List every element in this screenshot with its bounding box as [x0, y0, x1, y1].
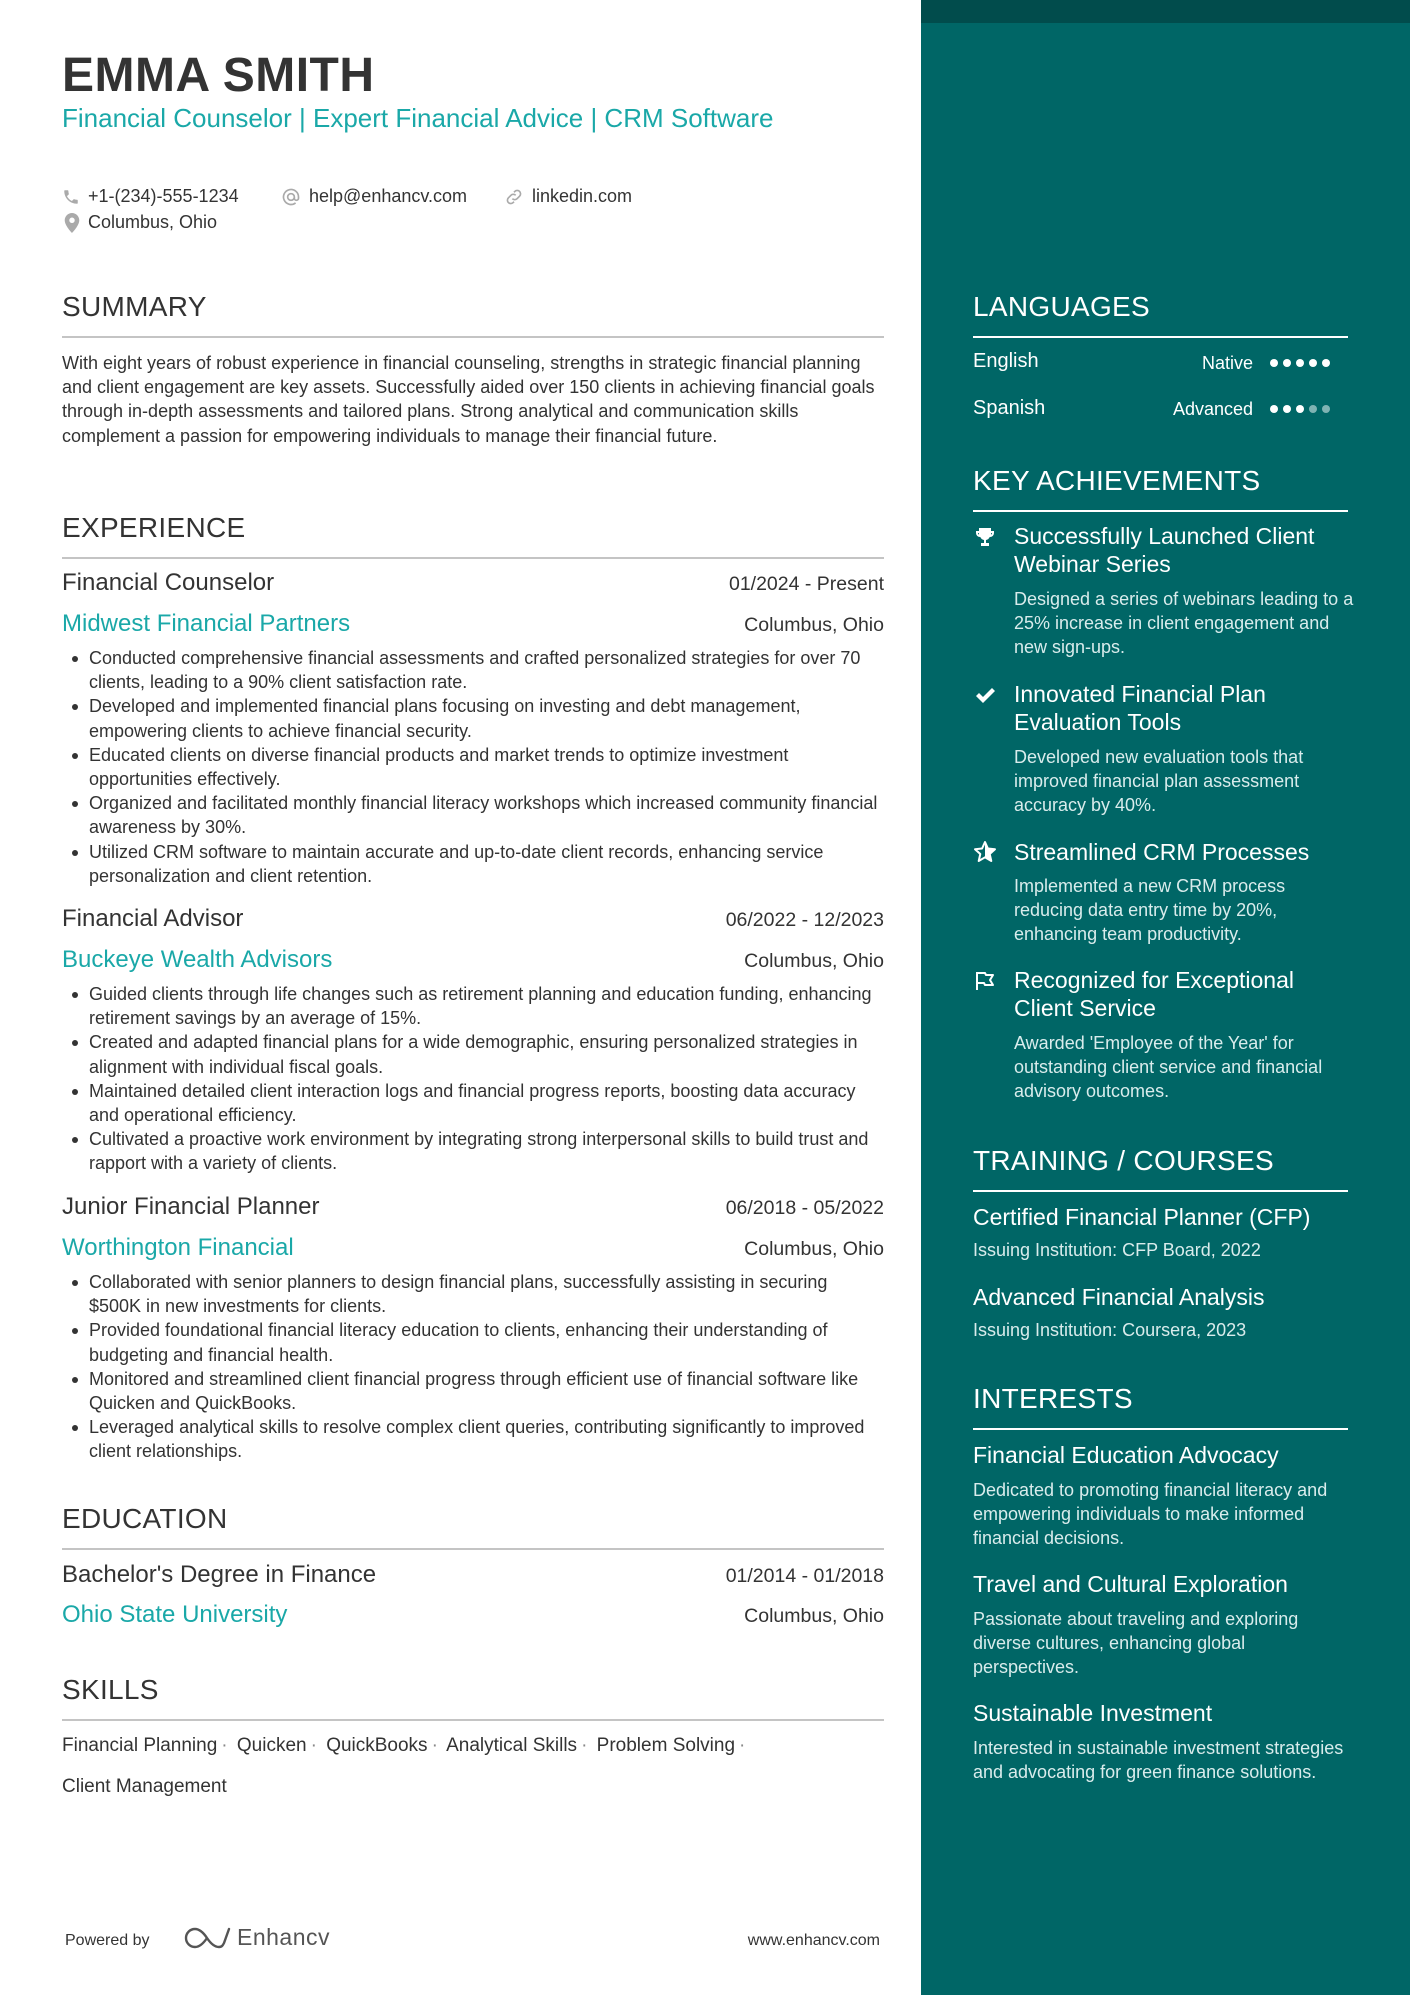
- proficiency-dot: [1283, 405, 1291, 413]
- enhancv-logo-icon: [183, 1925, 231, 1951]
- proficiency-dot: [1296, 405, 1304, 413]
- course-institution: Issuing Institution: CFP Board, 2022: [973, 1240, 1261, 1260]
- skill-separator: ·: [431, 1735, 438, 1756]
- languages-divider: [973, 336, 1348, 338]
- skill-separator: ·: [221, 1735, 228, 1756]
- skill-separator: ·: [310, 1735, 317, 1756]
- phone-icon: [62, 188, 80, 206]
- trophy-icon: [973, 525, 997, 549]
- education-school-row: [62, 1601, 884, 1631]
- skill-item: Quicken: [236, 1735, 307, 1756]
- location-text: Columbus, Ohio: [88, 212, 218, 232]
- degree-title: Bachelor's Degree in Finance: [62, 1561, 377, 1588]
- education-heading: EDUCATION: [62, 1503, 228, 1534]
- proficiency-dot: [1270, 359, 1278, 367]
- job-dates: 01/2024 - Present: [728, 573, 884, 595]
- job-title: Financial Advisor: [62, 905, 244, 932]
- job-location: Columbus, Ohio: [744, 950, 884, 972]
- bullet-item: Leveraged analytical skills to resolve complex client queries, contributing significantly to improved client relationships.: [89, 1415, 884, 1463]
- job-header: [62, 569, 884, 599]
- education-divider: [62, 1548, 884, 1550]
- candidate-name: EMMA SMITH: [62, 49, 375, 102]
- education-dates: 01/2014 - 01/2018: [725, 1565, 884, 1587]
- company-name[interactable]: Midwest Financial Partners: [62, 610, 351, 637]
- bullet-item: Created and adapted financial plans for a wide demographic, ensuring personalized strategies in alignment with individual fiscal goals.: [89, 1030, 884, 1078]
- bullet-item: Provided foundational financial literacy education to clients, enhancing their understanding of budgeting and financial health.: [89, 1318, 884, 1366]
- star-icon: [973, 840, 997, 864]
- skill-item: Client Management: [62, 1776, 227, 1797]
- skills-heading: SKILLS: [62, 1674, 159, 1705]
- achievement-title: Recognized for Exceptional Client Service: [1014, 967, 1294, 1021]
- skill-item: Analytical Skills: [446, 1735, 578, 1756]
- achievements-divider: [973, 510, 1348, 512]
- training-heading: TRAINING / COURSES: [973, 1145, 1274, 1176]
- contact-linkedin[interactable]: [504, 186, 632, 207]
- education-header: [62, 1561, 884, 1591]
- interest-desc: Interested in sustainable investment strategies and advocating for green finance solutions.: [973, 1738, 1344, 1783]
- course-title: Certified Financial Planner (CFP): [973, 1204, 1311, 1230]
- interest-title: Financial Education Advocacy: [973, 1442, 1279, 1468]
- achievement-desc: Awarded 'Employee of the Year' for outstanding client service and financial advisory outcomes.: [1014, 1033, 1323, 1102]
- footer-url[interactable]: www.enhancv.com: [747, 1932, 880, 1949]
- flag-icon: [973, 969, 997, 993]
- experience-heading: EXPERIENCE: [62, 512, 246, 543]
- skill-item: Financial Planning: [62, 1735, 218, 1756]
- at-icon: [281, 187, 301, 207]
- job-dates: 06/2022 - 12/2023: [725, 909, 884, 931]
- email-text: help@enhancv.com: [309, 186, 468, 206]
- bullet-item: Maintained detailed client interaction logs and financial progress reports, boosting data accuracy and operational efficiency.: [89, 1079, 884, 1127]
- bullet-item: Guided clients through life changes such as retirement planning and education funding, enhancing retirement savings by an average of 15%.: [89, 982, 884, 1030]
- job-dates: 06/2018 - 05/2022: [725, 1197, 884, 1219]
- experience-divider: [62, 557, 884, 559]
- achievement-title: Successfully Launched Client Webinar Series: [1014, 523, 1315, 577]
- summary-divider: [62, 336, 884, 338]
- job-location: Columbus, Ohio: [744, 1238, 884, 1260]
- achievement-desc: Developed new evaluation tools that improved financial plan assessment accuracy by 40%.: [1014, 747, 1304, 816]
- bullet-item: Educated clients on diverse financial products and market trends to optimize investment opportunities effectively.: [89, 743, 884, 791]
- skills-list: [62, 1725, 884, 1807]
- job-company-row: [62, 946, 884, 976]
- skills-divider: [62, 1719, 884, 1721]
- company-name[interactable]: Worthington Financial: [62, 1234, 294, 1261]
- powered-by-label: Powered by: [65, 1932, 150, 1949]
- skill-item: QuickBooks: [326, 1735, 428, 1756]
- interests-heading: INTERESTS: [973, 1383, 1133, 1414]
- proficiency-dot: [1270, 405, 1278, 413]
- interest-desc: Dedicated to promoting financial literacy and empowering individuals to make informed financial decisions.: [973, 1480, 1328, 1549]
- skill-separator: ·: [581, 1735, 588, 1756]
- sidebar-top-bar: [921, 0, 1410, 23]
- bullet-item: Collaborated with senior planners to design financial plans, successfully assisting in securing $500K in new investments for clients.: [89, 1270, 884, 1318]
- proficiency-dot: [1322, 359, 1330, 367]
- bullet-item: Monitored and streamlined client financial progress through efficient use of financial software like Quicken and QuickBooks.: [89, 1367, 884, 1415]
- language-proficiency-dots: [1270, 359, 1330, 367]
- skill-separator: ·: [739, 1735, 746, 1756]
- contact-email[interactable]: [281, 186, 467, 207]
- interests-divider: [973, 1428, 1348, 1430]
- summary-text: With eight years of robust experience in financial counseling, strengths in strategic financial planning and client engagement are key assets. Successfully aided over 150 clients in achieving financial goals through in-depth assessments and tailored plans. Strong analytical and communication skills complement a passion for empowering individuals to manage their financial future.: [62, 353, 875, 446]
- job-header: [62, 1193, 884, 1223]
- job-bullets: [62, 982, 884, 1176]
- job-company-row: [62, 610, 884, 640]
- language-proficiency-dots: [1270, 405, 1330, 413]
- bullet-item: Conducted comprehensive financial assessments and crafted personalized strategies for over 70 clients, leading to a 90% client satisfaction rate.: [89, 646, 884, 694]
- course-title: Advanced Financial Analysis: [973, 1284, 1265, 1310]
- skill-item: Problem Solving: [596, 1735, 736, 1756]
- brand-name: Enhancv: [237, 1924, 331, 1950]
- interest-desc: Passionate about traveling and exploring diverse cultures, enhancing global perspectives.: [973, 1609, 1299, 1678]
- education-location: Columbus, Ohio: [744, 1605, 884, 1627]
- headline: Financial Counselor | Expert Financial Advice | CRM Software: [62, 103, 774, 133]
- interest-title: Sustainable Investment: [973, 1700, 1213, 1726]
- job-company-row: [62, 1234, 884, 1264]
- link-icon: [504, 187, 524, 207]
- proficiency-dot-empty: [1309, 405, 1317, 413]
- achievement-desc: Designed a series of webinars leading to a 25% increase in client engagement and new sign-ups.: [1014, 589, 1354, 658]
- company-name[interactable]: Buckeye Wealth Advisors: [62, 946, 333, 973]
- job-bullets: [62, 1270, 884, 1464]
- bullet-item: Cultivated a proactive work environment by integrating strong interpersonal skills to build trust and rapport with a variety of clients.: [89, 1127, 884, 1175]
- proficiency-dot-empty: [1322, 405, 1330, 413]
- languages-heading: LANGUAGES: [973, 291, 1150, 322]
- achievement-title: Innovated Financial Plan Evaluation Tools: [1014, 681, 1266, 735]
- achievements-heading: KEY ACHIEVEMENTS: [973, 465, 1261, 496]
- language-name: English: [973, 350, 1039, 372]
- enhancv-logo[interactable]: [183, 1924, 330, 1951]
- proficiency-dot: [1309, 359, 1317, 367]
- proficiency-dot: [1283, 359, 1291, 367]
- sidebar: [921, 0, 1410, 1995]
- contact-location: [64, 212, 217, 233]
- proficiency-dot: [1296, 359, 1304, 367]
- job-header: [62, 905, 884, 935]
- job-location: Columbus, Ohio: [744, 614, 884, 636]
- contact-phone[interactable]: [62, 186, 239, 207]
- course-institution: Issuing Institution: Coursera, 2023: [973, 1320, 1247, 1340]
- school-name[interactable]: Ohio State University: [62, 1601, 288, 1628]
- linkedin-text: linkedin.com: [532, 186, 633, 206]
- job-title: Junior Financial Planner: [62, 1193, 320, 1220]
- phone-text: +1-(234)-555-1234: [88, 186, 239, 206]
- achievement-title: Streamlined CRM Processes: [1014, 839, 1310, 865]
- location-pin-icon: [64, 213, 80, 233]
- job-title: Financial Counselor: [62, 569, 275, 596]
- job-bullets: [62, 646, 884, 888]
- language-name: Spanish: [973, 397, 1046, 419]
- training-divider: [973, 1190, 1348, 1192]
- interest-title: Travel and Cultural Exploration: [973, 1571, 1288, 1597]
- summary-heading: SUMMARY: [62, 291, 207, 322]
- language-level: Advanced: [1172, 399, 1253, 419]
- bullet-item: Developed and implemented financial plans focusing on investing and debt management, empowering clients to achieve financial security.: [89, 694, 884, 742]
- bullet-item: Organized and facilitated monthly financial literacy workshops which increased community financial awareness by 30%.: [89, 791, 884, 839]
- achievement-desc: Implemented a new CRM process reducing data entry time by 20%, enhancing team productivity.: [1014, 876, 1286, 945]
- bullet-item: Utilized CRM software to maintain accurate and up-to-date client records, enhancing service personalization and client retention.: [89, 840, 884, 888]
- checkmark-icon: [973, 683, 997, 707]
- language-level: Native: [1201, 353, 1253, 373]
